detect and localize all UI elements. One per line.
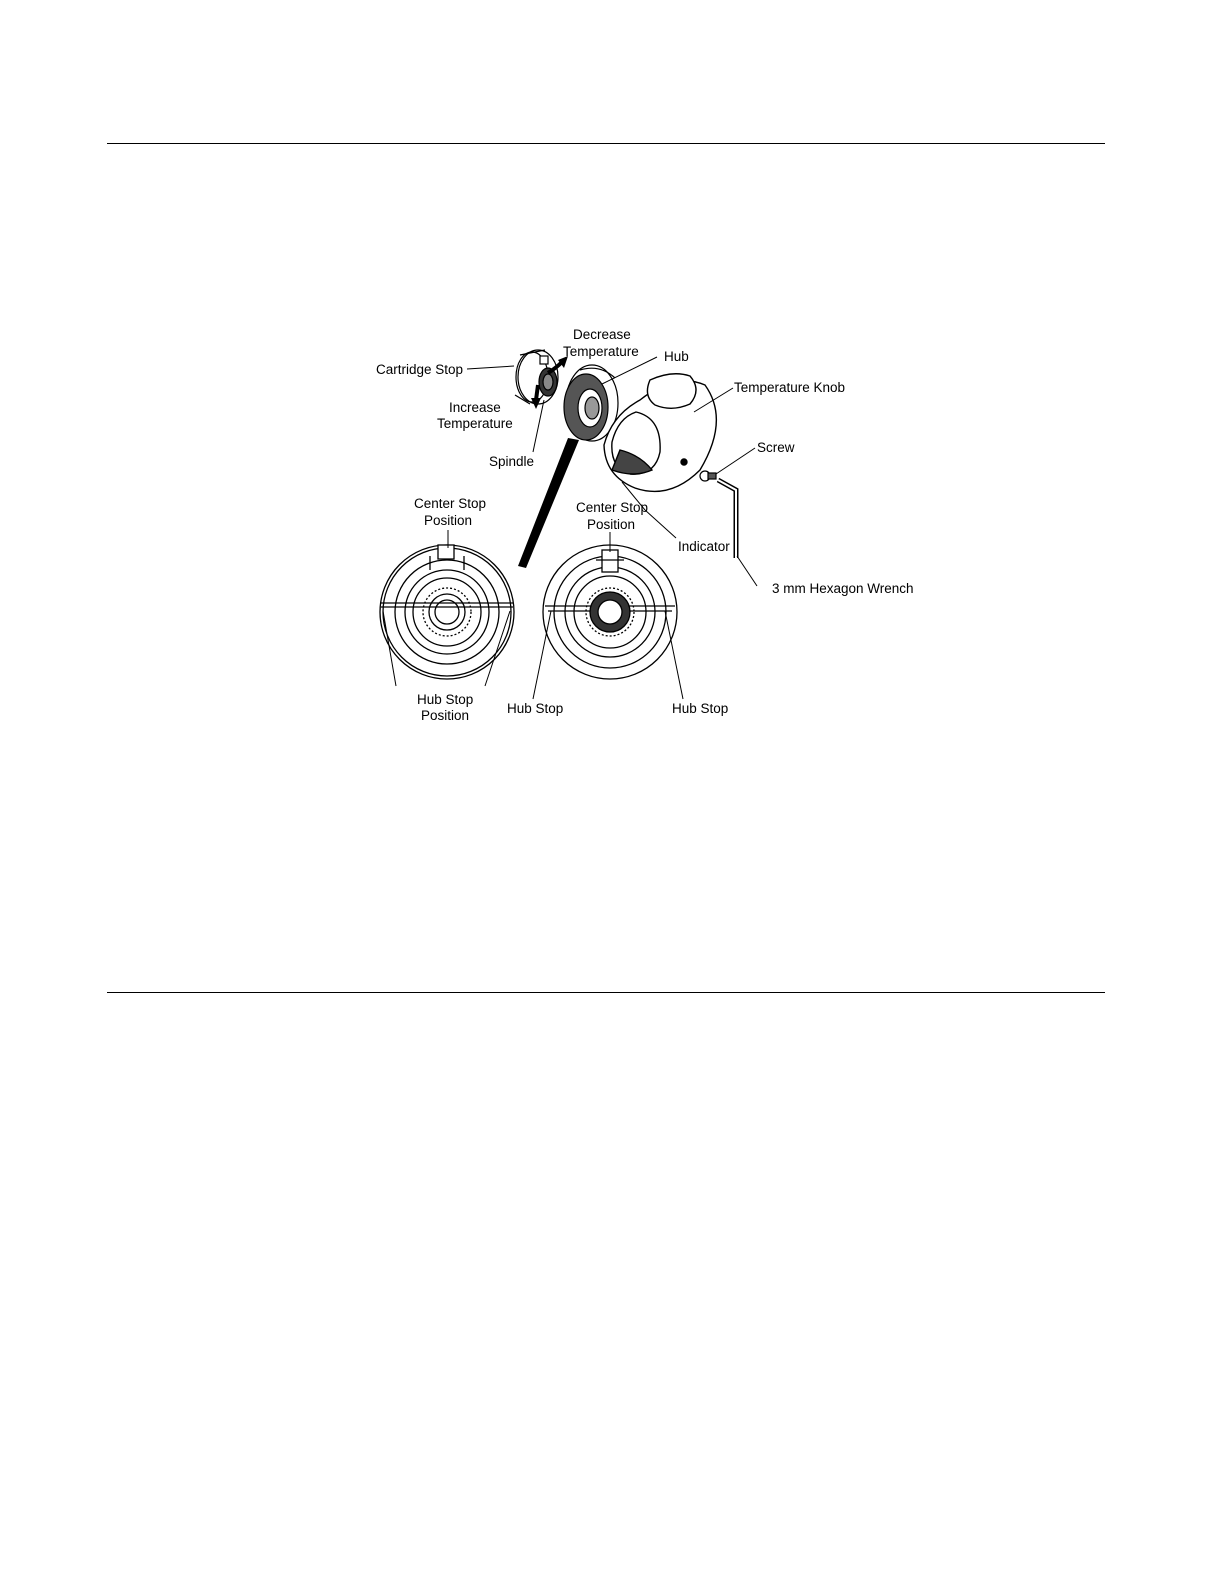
hub-stop-right-label: Hub Stop (672, 701, 729, 716)
hub-stop-left-label: Hub Stop (507, 701, 564, 716)
increase-temperature-label: Temperature (437, 416, 513, 431)
screw-label: Screw (757, 440, 795, 455)
hub-stop-position-label: Hub Stop (417, 692, 474, 707)
indicator-label: Indicator (678, 539, 730, 554)
right-detail-disc (543, 545, 677, 679)
screw-drawing (700, 471, 716, 481)
spindle-label: Spindle (489, 454, 535, 469)
center-stop-position-left-label: Position (424, 513, 473, 528)
temperature-knob-label: Temperature Knob (734, 380, 846, 395)
center-stop-position-right-label: Center Stop (576, 500, 649, 515)
increase-temperature-label: Increase (449, 400, 501, 415)
temperature-knob-drawing (604, 374, 716, 492)
cartridge-stop-label: Cartridge Stop (376, 362, 464, 377)
decrease-temperature-label: Decrease (573, 327, 631, 342)
hub-label: Hub (664, 349, 689, 364)
decrease-temperature-label: Temperature (563, 344, 639, 359)
center-stop-position-right-label: Position (587, 517, 636, 532)
hub-stop-position-label: Position (421, 708, 470, 723)
center-stop-position-left-label: Center Stop (414, 496, 487, 511)
hex-wrench-label: 3 mm Hexagon Wrench (772, 581, 914, 596)
